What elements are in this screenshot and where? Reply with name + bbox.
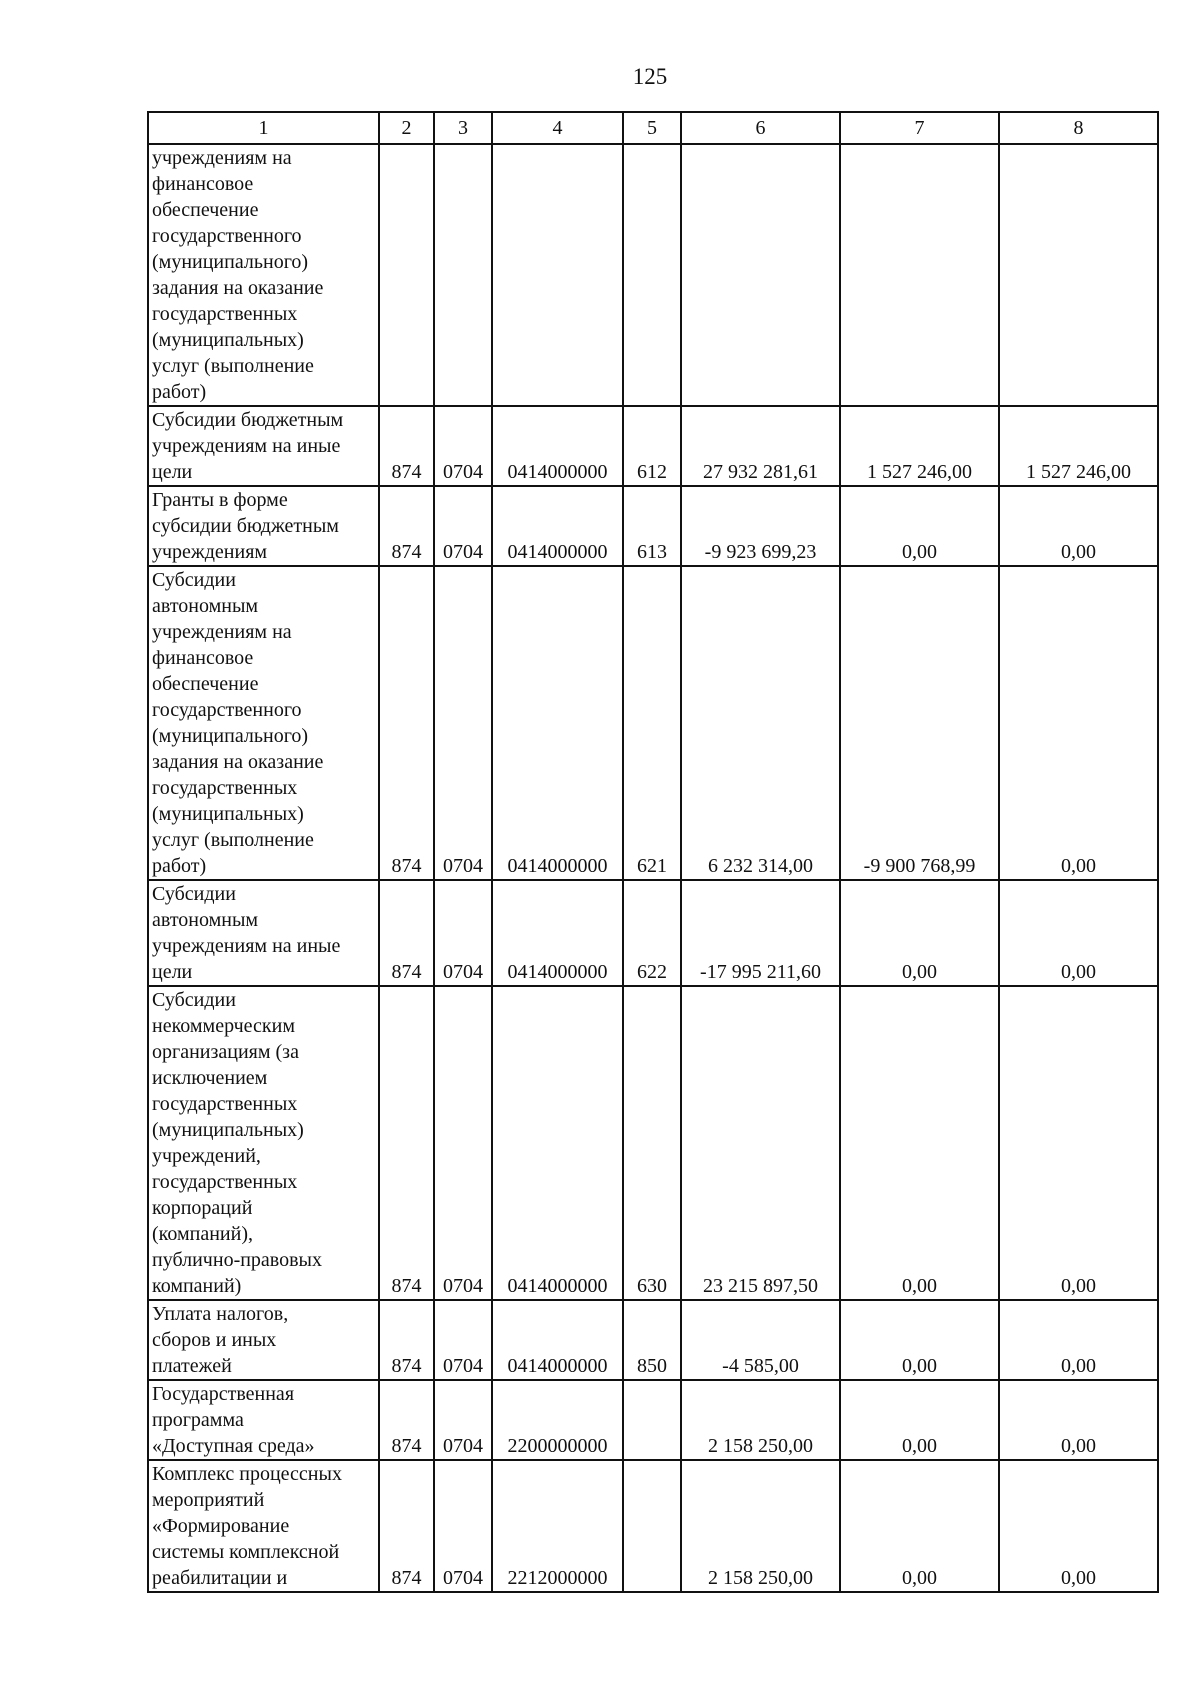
header-cell: 5 — [623, 112, 681, 144]
expense-type-cell — [623, 144, 681, 406]
admin-code-cell: 874 — [379, 1300, 434, 1380]
section-code-cell: 0704 — [434, 880, 492, 986]
target-article-cell: 0414000000 — [492, 986, 623, 1300]
target-article-cell: 0414000000 — [492, 880, 623, 986]
expense-type-cell — [623, 1460, 681, 1592]
header-cell: 6 — [681, 112, 840, 144]
expense-type-cell: 613 — [623, 486, 681, 566]
header-cell: 7 — [840, 112, 999, 144]
amount-col7-cell: 1 527 246,00 — [840, 406, 999, 486]
amount-col7-cell — [840, 144, 999, 406]
expense-type-cell: 630 — [623, 986, 681, 1300]
amount-col8-cell: 0,00 — [999, 986, 1158, 1300]
target-article-cell: 0414000000 — [492, 1300, 623, 1380]
admin-code-cell: 874 — [379, 880, 434, 986]
amount-col8-cell: 0,00 — [999, 1380, 1158, 1460]
row-name-cell: учреждениям на финансовое обеспечение государственного (муниципального) задания на оказание государственных (муниципальных) услуг (выполнение работ) — [148, 144, 379, 406]
row-name-cell: Гранты в форме субсидии бюджетным учреждениям — [148, 486, 379, 566]
amount-col8-cell: 0,00 — [999, 1300, 1158, 1380]
amount-col6-cell: 27 932 281,61 — [681, 406, 840, 486]
section-code-cell: 0704 — [434, 486, 492, 566]
header-cell: 1 — [148, 112, 379, 144]
section-code-cell — [434, 144, 492, 406]
page-number: 125 — [632, 64, 668, 89]
table-row — [148, 566, 1158, 880]
amount-col6-cell: 23 215 897,50 — [681, 986, 840, 1300]
row-name-cell: Субсидии некоммерческим организациям (за исключением государственных (муниципальных) учреждений, государственных корпораций (компаний), публично-правовых компаний) — [148, 986, 379, 1300]
amount-col7-cell: 0,00 — [840, 1300, 999, 1380]
admin-code-cell — [379, 144, 434, 406]
target-article-cell — [492, 144, 623, 406]
amount-col8-cell — [999, 144, 1158, 406]
budget-table — [147, 111, 1159, 1593]
header-row — [148, 112, 1158, 144]
table-row — [148, 1380, 1158, 1460]
amount-col7-cell: 0,00 — [840, 1380, 999, 1460]
admin-code-cell: 874 — [379, 1380, 434, 1460]
section-code-cell: 0704 — [434, 406, 492, 486]
amount-col6-cell: -9 923 699,23 — [681, 486, 840, 566]
amount-col8-cell: 0,00 — [999, 880, 1158, 986]
amount-col7-cell: 0,00 — [840, 986, 999, 1300]
target-article-cell: 2212000000 — [492, 1460, 623, 1592]
section-code-cell: 0704 — [434, 986, 492, 1300]
target-article-cell: 0414000000 — [492, 486, 623, 566]
row-name-cell: Субсидии автономным учреждениям на иные цели — [148, 880, 379, 986]
target-article-cell: 0414000000 — [492, 566, 623, 880]
amount-col7-cell: 0,00 — [840, 880, 999, 986]
expense-type-cell — [623, 1380, 681, 1460]
expense-type-cell: 622 — [623, 880, 681, 986]
table-row — [148, 986, 1158, 1300]
header-cell: 3 — [434, 112, 492, 144]
admin-code-cell: 874 — [379, 1460, 434, 1592]
table-row — [148, 144, 1158, 406]
expense-type-cell: 850 — [623, 1300, 681, 1380]
admin-code-cell: 874 — [379, 406, 434, 486]
amount-col8-cell: 1 527 246,00 — [999, 406, 1158, 486]
table-row — [148, 1460, 1158, 1592]
expense-type-cell: 612 — [623, 406, 681, 486]
amount-col7-cell: -9 900 768,99 — [840, 566, 999, 880]
header-cell: 2 — [379, 112, 434, 144]
table-row — [148, 406, 1158, 486]
amount-col6-cell — [681, 144, 840, 406]
admin-code-cell: 874 — [379, 486, 434, 566]
table-row — [148, 1300, 1158, 1380]
section-code-cell: 0704 — [434, 1460, 492, 1592]
row-name-cell: Субсидии бюджетным учреждениям на иные цели — [148, 406, 379, 486]
target-article-cell: 2200000000 — [492, 1380, 623, 1460]
amount-col7-cell: 0,00 — [840, 1460, 999, 1592]
row-name-cell: Уплата налогов, сборов и иных платежей — [148, 1300, 379, 1380]
amount-col8-cell: 0,00 — [999, 566, 1158, 880]
table-row — [148, 880, 1158, 986]
admin-code-cell: 874 — [379, 986, 434, 1300]
section-code-cell: 0704 — [434, 1300, 492, 1380]
row-name-cell: Комплекс процессных мероприятий «Формирование системы комплексной реабилитации и — [148, 1460, 379, 1592]
amount-col6-cell: -4 585,00 — [681, 1300, 840, 1380]
admin-code-cell: 874 — [379, 566, 434, 880]
amount-col7-cell: 0,00 — [840, 486, 999, 566]
amount-col6-cell: 6 232 314,00 — [681, 566, 840, 880]
amount-col6-cell: -17 995 211,60 — [681, 880, 840, 986]
section-code-cell: 0704 — [434, 1380, 492, 1460]
row-name-cell: Субсидии автономным учреждениям на финансовое обеспечение государственного (муниципального) задания на оказание государственных (муниципальных) услуг (выполнение работ) — [148, 566, 379, 880]
amount-col8-cell: 0,00 — [999, 1460, 1158, 1592]
header-cell: 4 — [492, 112, 623, 144]
section-code-cell: 0704 — [434, 566, 492, 880]
header-cell: 8 — [999, 112, 1158, 144]
target-article-cell: 0414000000 — [492, 406, 623, 486]
table-row — [148, 486, 1158, 566]
amount-col6-cell: 2 158 250,00 — [681, 1380, 840, 1460]
expense-type-cell: 621 — [623, 566, 681, 880]
amount-col6-cell: 2 158 250,00 — [681, 1460, 840, 1592]
row-name-cell: Государственная программа «Доступная среда» — [148, 1380, 379, 1460]
amount-col8-cell: 0,00 — [999, 486, 1158, 566]
